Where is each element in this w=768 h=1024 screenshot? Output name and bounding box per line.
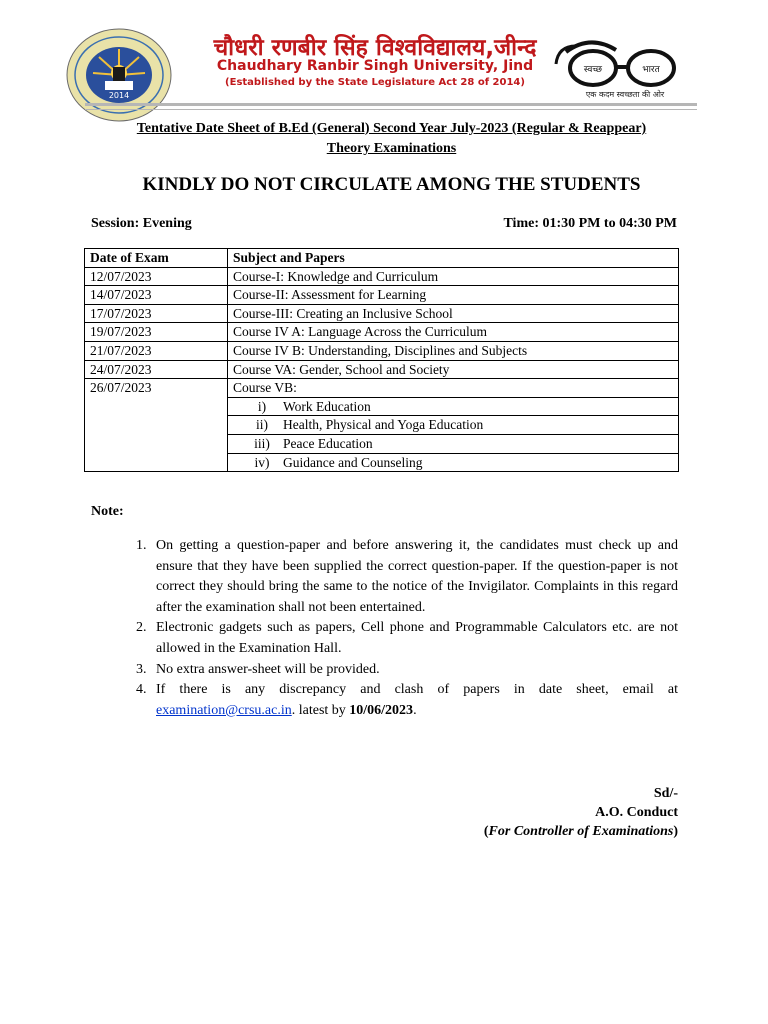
note-text: On getting a question-paper and before answering it, the candidates must check up and ensure that they have been supplied the correct question-paper. If the question-paper is not correct they should bring the same to the notice of the Invigilator. Complaints in this regard after the examination shall not been entertained. <box>156 538 678 615</box>
note-text-end: . <box>413 702 417 718</box>
table-row <box>85 304 679 323</box>
table-row <box>85 341 679 360</box>
exam-date: 17/07/2023 <box>85 304 228 323</box>
table-row <box>85 360 679 379</box>
signature-sd: Sd/- <box>653 786 678 801</box>
note-text: Electronic gadgets such as papers, Cell phone and Programmable Calculators etc. are not allowed in the Examination Hall. <box>156 620 678 656</box>
exam-subject: Course-III: Creating an Inclusive School <box>228 304 679 323</box>
sub-item-number: i) <box>257 398 267 414</box>
table-row <box>85 323 679 342</box>
header-date: Date of Exam <box>85 249 228 268</box>
university-name-english: Chaudhary Ranbir Singh University, Jind <box>216 58 534 74</box>
swachh-text: स्वच्छ <box>583 65 603 75</box>
header-divider <box>85 103 697 106</box>
table-row <box>85 267 679 286</box>
header-subject: Subject and Papers <box>228 249 679 268</box>
note-item <box>136 680 678 721</box>
sub-item-name: Peace Education <box>283 435 373 451</box>
datesheet-heading: Tentative Date Sheet of B.Ed (General) Second Year July-2023 (Regular & Reappear) <box>136 121 647 136</box>
signature-paren-close: ) <box>673 824 678 839</box>
note-number: 1. <box>136 538 147 553</box>
sub-item-name: Guidance and Counseling <box>283 454 423 470</box>
note-item <box>136 618 678 659</box>
exam-date: 26/07/2023 <box>85 379 228 472</box>
exam-date: 24/07/2023 <box>85 360 228 379</box>
signature-paren-open: ( <box>483 824 489 839</box>
sub-item <box>228 453 679 472</box>
exam-subject: Course IV B: Understanding, Disciplines and Subjects <box>228 341 679 360</box>
exam-subject: Course VA: Gender, School and Society <box>228 360 679 379</box>
university-name-hindi: चौधरी रणबीर सिंह विश्वविद्यालय,जीन्द <box>213 35 537 61</box>
exam-date: 12/07/2023 <box>85 267 228 286</box>
logo-year: 2014 <box>108 91 130 100</box>
note-number: 2. <box>136 620 147 636</box>
note-item <box>136 536 678 618</box>
sub-item-number: iv) <box>254 454 270 470</box>
table-header-row <box>85 249 679 268</box>
datesheet-subheading: Theory Examinations <box>326 141 457 156</box>
sub-item <box>228 434 679 453</box>
sub-item-number: ii) <box>256 417 268 433</box>
exam-subject: Course-I: Knowledge and Curriculum <box>228 267 679 286</box>
deadline-date: 10/06/2023 <box>349 702 414 718</box>
exam-subject: Course-II: Assessment for Learning <box>228 286 679 305</box>
note-text-mid: . latest by <box>291 702 346 718</box>
sub-item <box>228 397 679 416</box>
exam-subject: Course IV A: Language Across the Curriculum <box>228 323 679 342</box>
sub-item-name: Health, Physical and Yoga Education <box>283 417 484 433</box>
signature-title: A.O. Conduct <box>595 805 678 820</box>
table-row <box>85 286 679 305</box>
signature-for-text: For Controller of Examinations <box>488 824 674 839</box>
notes-heading: Note: <box>91 504 124 519</box>
header-divider-thin <box>85 109 697 110</box>
note-item <box>136 660 678 681</box>
circulation-warning: KINDLY DO NOT CIRCULATE AMONG THE STUDENTS <box>142 174 641 195</box>
time-label: Time: 01:30 PM to 04:30 PM <box>503 216 677 231</box>
table-row <box>85 379 679 398</box>
university-established: (Established by the State Legislature Act 28 of 2014) <box>225 77 525 88</box>
note-number: 4. <box>136 682 147 698</box>
sub-item <box>228 416 679 435</box>
exam-date: 21/07/2023 <box>85 341 228 360</box>
signature-for <box>480 824 678 840</box>
sub-item-name: Work Education <box>283 398 371 414</box>
session-label: Session: Evening <box>91 216 192 231</box>
sub-item-number: iii) <box>254 435 270 451</box>
note-text: No extra answer-sheet will be provided. <box>156 661 380 677</box>
swachh-tagline: एक कदम स्वच्छता की ओर <box>585 90 665 99</box>
notes-list <box>136 536 678 721</box>
note-number: 3. <box>136 661 147 677</box>
bharat-text: भारत <box>642 65 660 75</box>
exam-schedule-table <box>84 248 679 472</box>
exam-date: 19/07/2023 <box>85 323 228 342</box>
note-text: If there is any discrepancy and clash of papers in date sheet, email at <box>156 682 678 698</box>
exam-email-link[interactable]: examination@crsu.ac.in <box>156 702 292 718</box>
exam-date: 14/07/2023 <box>85 286 228 305</box>
exam-subject: Course VB: <box>228 379 679 398</box>
